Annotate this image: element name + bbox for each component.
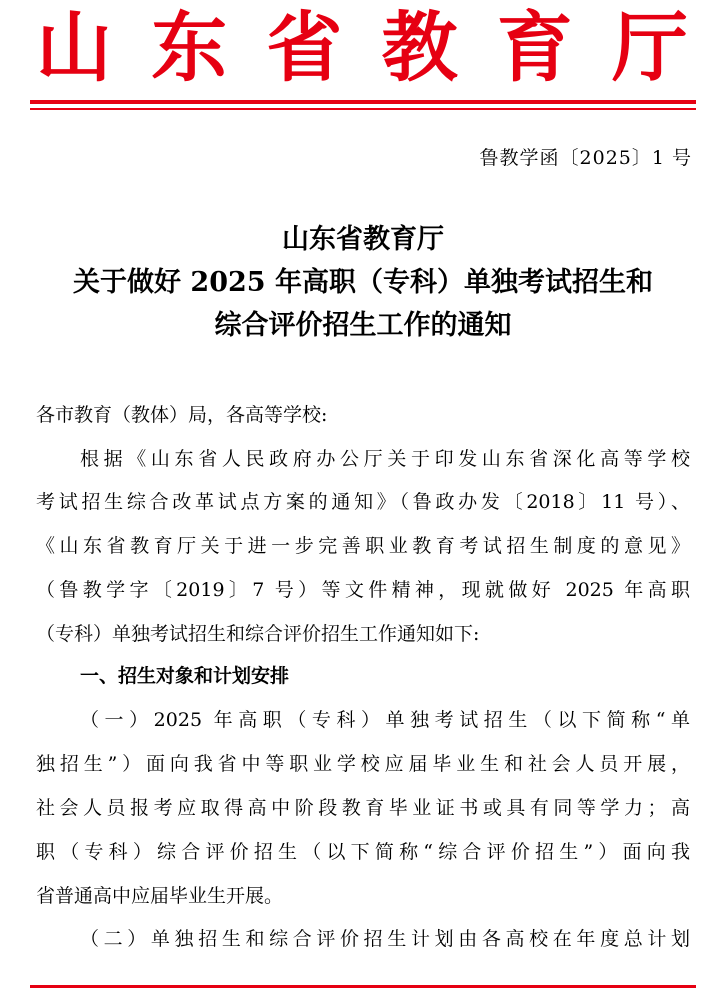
paragraph-line: 考试招生综合改革试点方案的通知》（鲁政办发〔2018〕11 号）、 [36,491,690,513]
paragraph-line: （鲁教学字〔2019〕7 号）等文件精神，现就做好 2025 年高职 [36,579,690,601]
masthead-char: 东 [151,6,228,90]
paragraph-line: 社会人员报考应取得高中阶段教育毕业证书或具有同等学力；高 [36,797,690,819]
header-rule-thin [30,108,696,110]
paragraph-line: （一）2025 年高职（专科）单独考试招生（以下简称“单 [80,709,690,731]
masthead-char: 山 [36,6,112,90]
title-line-2: 关于做好 2025 年高职（专科）单独考试招生和 [73,267,653,298]
masthead-char: 教 [381,6,458,90]
paragraph-line: 《山东省教育厅关于进一步完善职业教育考试招生制度的意见》 [36,535,690,557]
footer-rule [30,985,696,988]
paragraph-line: （专科）单独考试招生和综合评价招生工作通知如下: [36,623,480,645]
paragraph-line: 根据《山东省人民政府办公厅关于印发山东省深化高等学校 [80,448,690,470]
salutation: 各市教育（教体）局，各高等学校: [36,404,328,426]
section-heading: 一、招生对象和计划安排 [80,665,290,687]
paragraph-line: 职（专科）综合评价招生（以下简称“综合评价招生”）面向我 [36,841,690,863]
paragraph-line: 省普通高中应届毕业生开展。 [36,885,284,907]
title-line-1: 山东省教育厅 [282,224,444,255]
title-line-3: 综合评价招生工作的通知 [214,310,512,341]
document-number: 鲁教学函〔2025〕1 号 [479,147,692,169]
paragraph-line: 独招生”）面向我省中等职业学校应届毕业生和社会人员开展， [36,753,690,775]
masthead-char: 省 [266,6,343,90]
masthead-char: 厅 [611,6,688,90]
paragraph-line: （二）单独招生和综合评价招生计划由各高校在年度总计划 [80,928,690,950]
header-rule-thick [30,100,696,104]
masthead [28,6,696,90]
masthead-char: 育 [496,6,573,90]
